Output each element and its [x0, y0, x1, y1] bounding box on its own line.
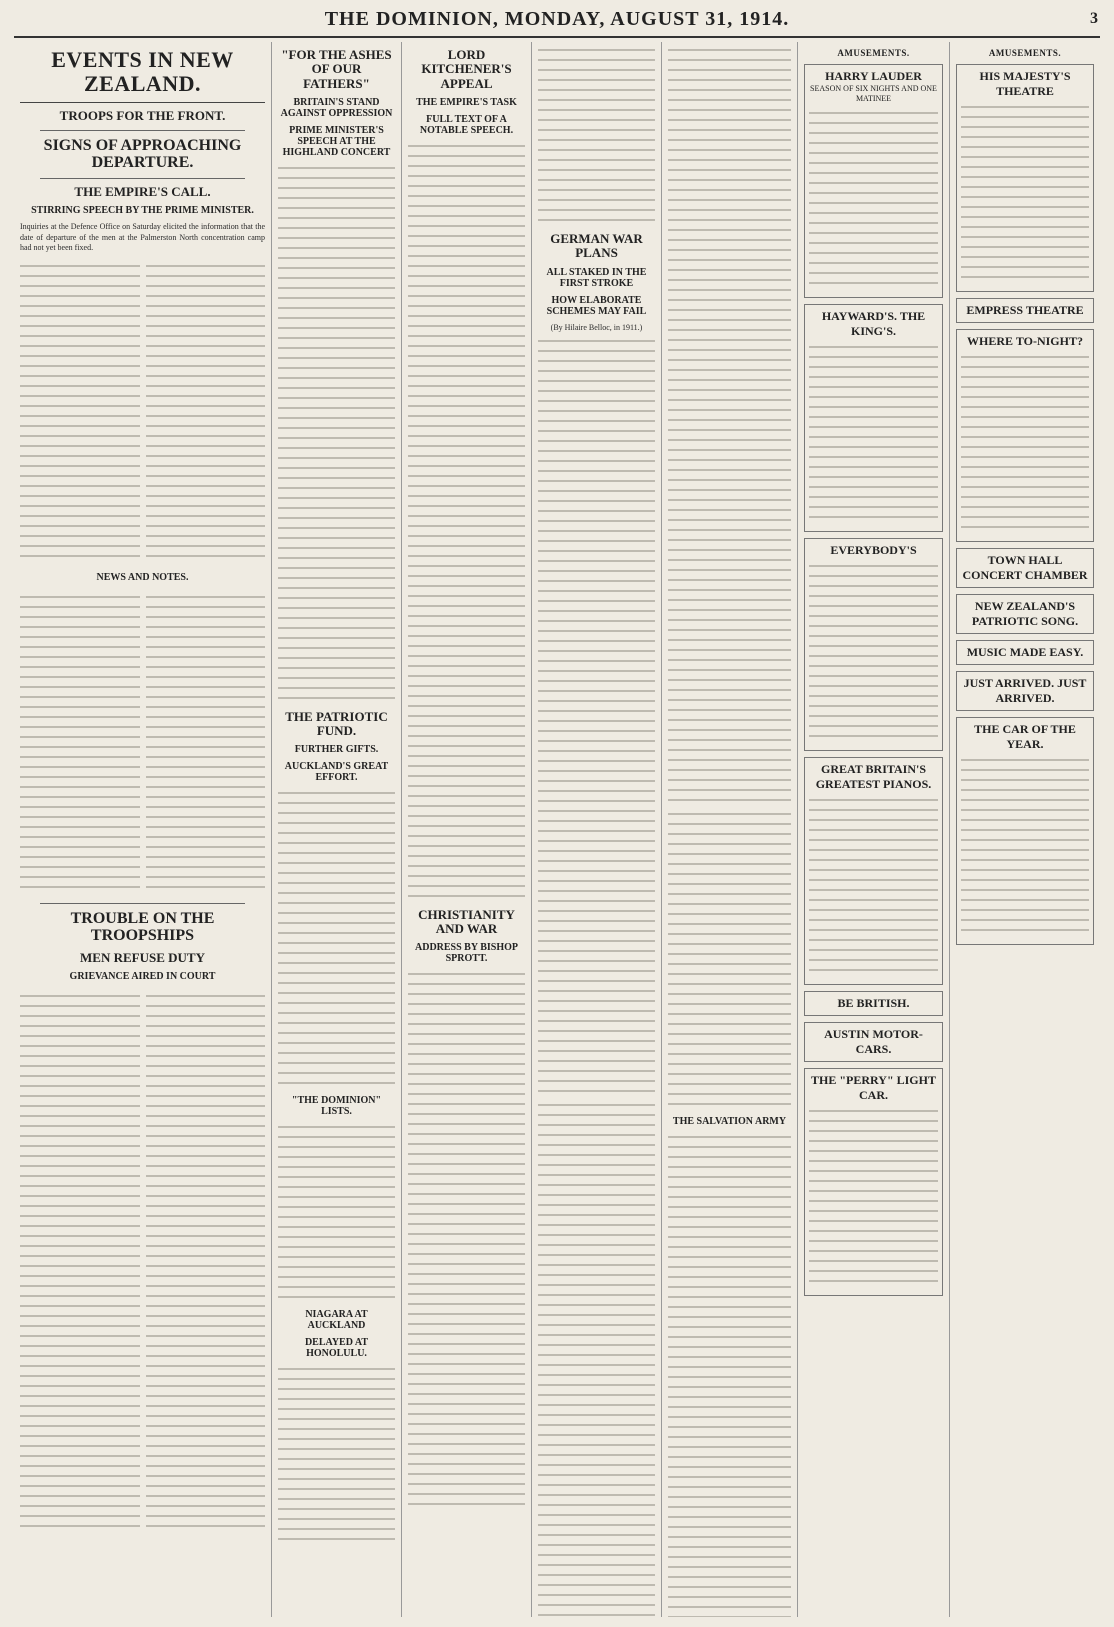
ad-pianos: [804, 757, 943, 985]
subhead-troops: TROOPS FOR THE FRONT.: [59, 108, 226, 124]
subhead-niagara: NIAGARA AT AUCKLAND: [305, 1309, 368, 1332]
ad-text-block: [809, 796, 938, 976]
ad-text-block: [961, 353, 1089, 533]
ad-text-block: [961, 756, 1089, 936]
ad-haywards: [804, 304, 943, 532]
masthead-title: THE DOMINION, MONDAY, AUGUST 31, 1914.: [324, 8, 790, 30]
ad-just-arrived: [956, 671, 1094, 711]
ad-title: HIS MAJESTY'S THEATRE: [979, 69, 1071, 98]
masthead: [14, 6, 1100, 38]
ad-austin-cars: [804, 1022, 943, 1062]
headline-salvation-army: THE SALVATION ARMY: [672, 1116, 787, 1127]
ad-town-hall: [956, 548, 1094, 588]
ad-text-block: [809, 1107, 938, 1287]
ad-harry-lauder: [804, 64, 943, 298]
byline: (By Hilaire Belloc, in 1911.): [550, 322, 643, 332]
article-text-block: [408, 970, 525, 1510]
headline-troopships: TROUBLE ON THE TROOPSHIPS: [70, 909, 215, 945]
ad-title: AUSTIN MOTOR-CARS.: [824, 1026, 923, 1056]
article-paragraph: Inquiries at the Defence Office on Saturday elicited the information that the date of departure of the men at the Palmerston North concentration camp had not yet been fixed.: [20, 222, 265, 253]
subhead-empire-call: THE EMPIRE'S CALL.: [74, 183, 211, 199]
column-kitchener: [402, 42, 532, 1617]
two-column-body: [20, 258, 265, 566]
article-text-block: [668, 1133, 791, 1617]
two-column-body: [20, 988, 265, 1536]
divider: [40, 130, 245, 131]
column-amusements-2: [950, 42, 1100, 1617]
two-column-body: [20, 589, 265, 897]
ad-subtitle: SEASON OF SIX NIGHTS AND ONE MATINEE: [810, 84, 937, 104]
ad-text-block: [809, 562, 938, 742]
article-text-block: [20, 992, 140, 1532]
article-text-block: [146, 593, 266, 893]
column-continued: [662, 42, 798, 1617]
ad-perry-car: [804, 1068, 943, 1296]
ad-title: HAYWARD'S. THE KING'S.: [821, 308, 926, 338]
ad-be-british: [804, 991, 943, 1016]
subhead-schemes-fail: HOW ELABORATE SCHEMES MAY FAIL: [546, 294, 647, 317]
headline-german-plans: GERMAN WAR PLANS: [550, 231, 643, 261]
ad-title: NEW ZEALAND'S PATRIOTIC SONG.: [971, 599, 1079, 628]
ad-car-of-year: [956, 717, 1094, 945]
subhead-bishop-sprott: ADDRESS BY BISHOP SPROTT.: [415, 942, 518, 965]
subhead-empire-task: THE EMPIRE'S TASK: [416, 96, 517, 108]
article-text-block: [668, 810, 791, 1110]
column-amusements-1: [798, 42, 950, 1617]
headline-ashes: "FOR THE ASHES OF OUR FATHERS": [281, 47, 392, 91]
ad-title: TOWN HALL CONCERT CHAMBER: [962, 553, 1088, 582]
subhead-grievance: GRIEVANCE AIRED IN COURT: [69, 971, 216, 983]
ad-his-majestys: [956, 64, 1094, 292]
headline-patriotic-fund: THE PATRIOTIC FUND.: [285, 708, 388, 739]
ad-empress: [956, 298, 1094, 323]
headline-kitchener: LORD KITCHENER'S APPEAL: [421, 47, 512, 91]
ad-title: BE BRITISH.: [837, 995, 910, 1010]
article-text-block: [538, 337, 655, 1097]
divider: [40, 178, 245, 179]
article-text-block: [278, 789, 395, 1089]
ad-text-block: [961, 103, 1089, 283]
divider: [40, 903, 245, 904]
subhead-stirring-speech: STIRRING SPEECH BY THE PRIME MINISTER.: [31, 205, 254, 217]
subhead-first-stroke: ALL STAKED IN THE FIRST STROKE: [546, 266, 647, 289]
ad-music-easy: [956, 640, 1094, 665]
subhead-prime-minister-speech: PRIME MINISTER'S SPEECH AT THE HIGHLAND CONCERT: [282, 124, 391, 158]
subhead-refuse-duty: MEN REFUSE DUTY: [80, 949, 205, 965]
ad-title: JUST ARRIVED. JUST ARRIVED.: [963, 676, 1087, 705]
headline-christianity-war: CHRISTIANITY AND WAR: [418, 906, 515, 937]
subhead-britain-stand: BRITAIN'S STAND AGAINST OPPRESSION: [280, 96, 393, 119]
subhead-honolulu: DELAYED AT HONOLULU.: [304, 1337, 369, 1360]
article-text-block: [278, 1123, 395, 1303]
article-text-block: [20, 593, 140, 893]
article-text-block: [146, 992, 266, 1532]
article-text-block: [538, 1101, 655, 1617]
article-text-block: [278, 164, 395, 704]
ad-title: THE "PERRY" LIGHT CAR.: [811, 1072, 936, 1102]
article-text-block: [278, 1365, 395, 1545]
ad-title: EVERYBODY'S: [830, 542, 917, 557]
article-text-block: [668, 46, 791, 806]
page-number: 3: [1090, 10, 1098, 27]
subhead-further-gifts: FURTHER GIFTS.: [294, 744, 379, 756]
subhead-news-notes: NEWS AND NOTES.: [96, 571, 189, 583]
ad-title: WHERE TO-NIGHT?: [967, 334, 1083, 348]
ad-title: HARRY LAUDER: [825, 69, 922, 83]
article-text-block: [146, 262, 266, 562]
ad-where-tonight: [956, 329, 1094, 542]
ad-patriotic-song: [956, 594, 1094, 634]
article-text-block: [408, 142, 525, 902]
subhead-auckland-effort: AUCKLAND'S GREAT EFFORT.: [284, 761, 389, 784]
section-amusements: AMUSEMENTS.: [988, 48, 1062, 58]
subhead-dominion-lists: "THE DOMINION" LISTS.: [291, 1095, 382, 1118]
ad-text-block: [809, 109, 938, 289]
ad-title: EMPRESS THEATRE: [966, 303, 1084, 317]
subhead-full-text: FULL TEXT OF A NOTABLE SPEECH.: [419, 113, 514, 136]
article-text-block: [538, 46, 655, 226]
subhead-departure: SIGNS OF APPROACHING DEPARTURE.: [43, 136, 242, 172]
ad-title: MUSIC MADE EASY.: [966, 645, 1084, 659]
column-german-plans: [532, 42, 662, 1617]
ad-text-block: [809, 343, 938, 523]
ad-title: THE CAR OF THE YEAR.: [974, 722, 1076, 751]
ad-everybodys: [804, 538, 943, 751]
ad-title: GREAT BRITAIN'S GREATEST PIANOS.: [815, 761, 932, 791]
section-amusements: AMUSEMENTS.: [837, 48, 910, 58]
column-events: [14, 42, 272, 1617]
article-text-block: [20, 262, 140, 562]
headline-events: EVENTS IN NEW ZEALAND.: [20, 48, 265, 103]
column-ashes: [272, 42, 402, 1617]
